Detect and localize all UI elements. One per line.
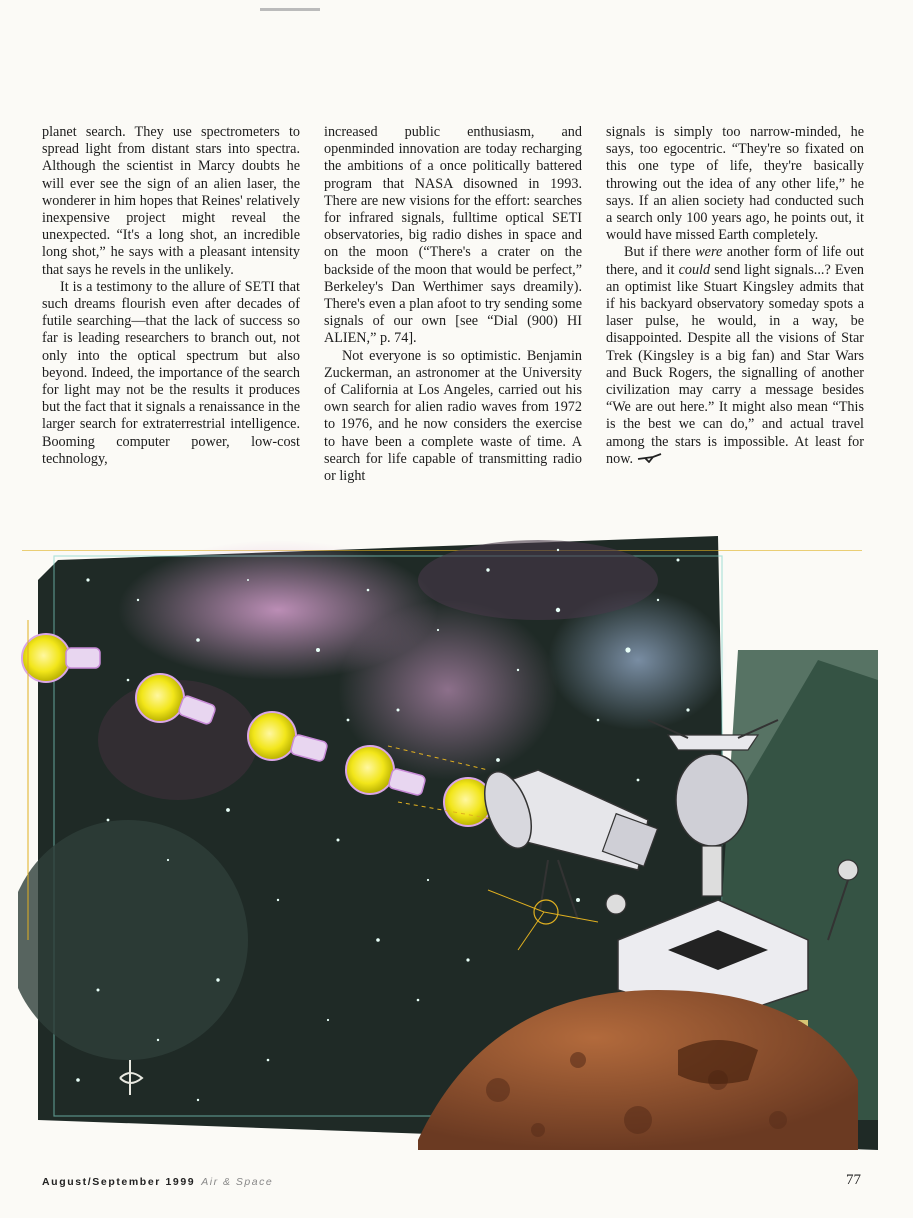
article-column-2 — [324, 124, 582, 485]
text-run: another form of life out there, and it — [606, 244, 864, 278]
text-run: But if there — [624, 244, 696, 261]
magazine-name: Air & Space — [201, 1176, 274, 1188]
paragraph: signals is simply too narrow-minded, he says, too egocentric. “They're so fixated on this one type of life, they're basically throwing out the idea of any other life,” he says. If an alien society had conducted such a search only 100 years ago, he points out, it would have missed Earth completely. — [606, 124, 864, 244]
paragraph: planet search. They use spectrometers to spread light from distant stars into spectra. Although the scientist in Marcy doubts he will ever see the sign of an alien laser, the wonderer in him hopes that Reines' relatively inexpensive project might reveal the unexpected. “It's a long shot, an incredible long shot,” he says with a pleasant intensity that says he revels in the unlikely. — [42, 124, 300, 278]
paragraph: increased public enthusiasm, and openminded innovation are today recharging the ambitions of a once politically battered program that NASA disowned in 1993. There are new visions for the effort: searches for infrared signals, fulltime optical SETI observatories, big radio dishes in space and on the moon (“There's a crater on the backside of the moon that would be perfect,” Berkeley's Dan Werthimer says dreamily). There's even a plan afoot to try sending some signals of our own [see “Dial (900) HI ALIEN,” p. 74]. — [324, 124, 582, 347]
paragraph — [606, 244, 864, 468]
paragraph: It is a testimony to the allure of SETI that such dreams flourish even after decades of futile searching—that the lack of success so far is leading researchers to branch out, not only into the optical spectrum but also beyond. Indeed, the importance of the search for light may not be the results it produces but the fact that it signals a renaissance in the larger search for extraterrestrial intelligence. Booming computer power, low-cost technology, — [42, 278, 300, 467]
top-edge-mark — [258, 0, 322, 5]
emphasis: could — [678, 261, 711, 278]
emphasis: were — [695, 244, 723, 261]
issue-date: August/September 1999 — [42, 1176, 196, 1188]
article-column-1 — [42, 124, 300, 468]
seti-illustration — [18, 520, 898, 1160]
text-run: send light signals...? Even an optimist like Stuart Kingsley admits that if his backyard observatory someday spots a laser pulse, he would, in a way, be disappointed. Despite all the visions of Star Trek (Kingsley is a big fan) and Star Wars and Buck Rogers, the signalling of another civilization may carry a message besides “We are out here.” It might also mean “This is the best we can do,” and actual travel among the stars is impossible. At least for now. — [606, 261, 864, 467]
page-footer — [42, 1176, 273, 1188]
end-of-article-icon — [637, 452, 663, 467]
article-column-3 — [606, 124, 864, 468]
paragraph: Not everyone is so optimistic. Benjamin Zuckerman, an astronomer at the University of California at Los Angeles, carried out his own search for alien radio waves from 1972 to 1976, and he now considers the exercise to have been a complete waste of time. A search for life capable of transmitting radio or light — [324, 347, 582, 485]
page-number: 77 — [846, 1172, 861, 1188]
